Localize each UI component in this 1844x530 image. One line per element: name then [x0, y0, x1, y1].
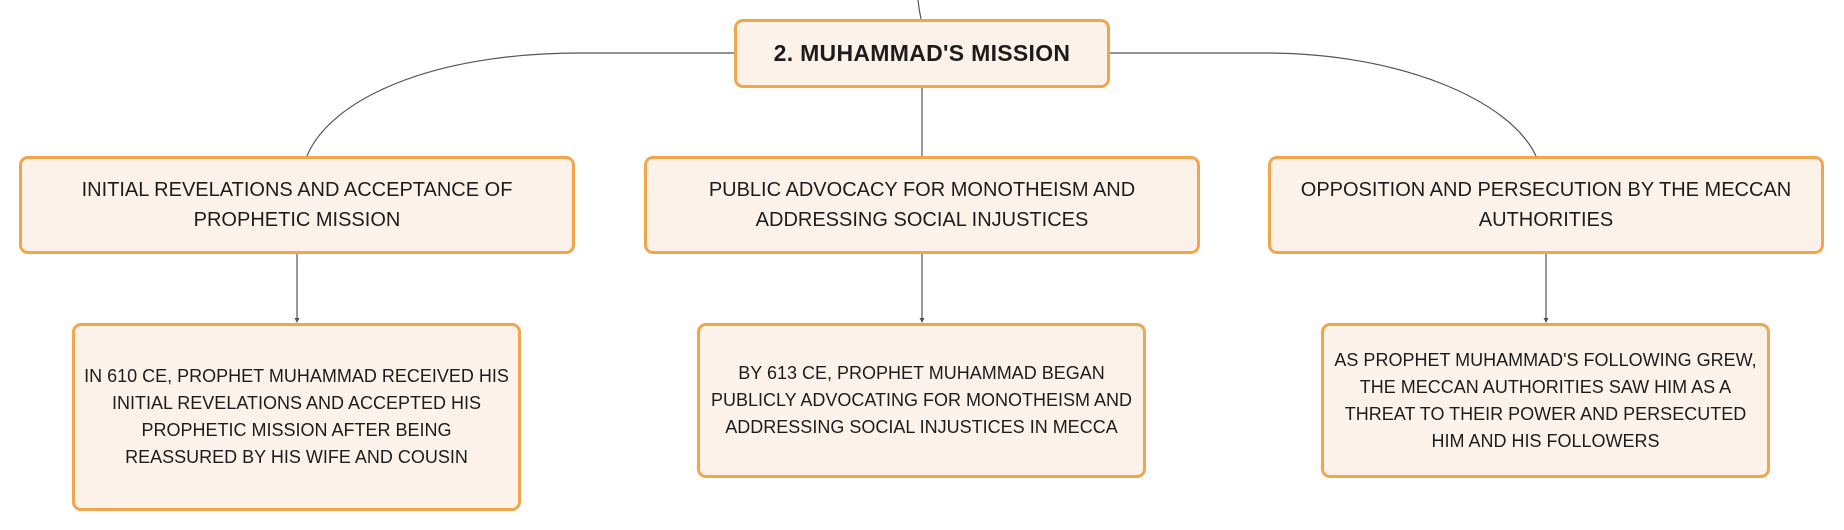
root-node[interactable] — [734, 19, 1110, 88]
detail-node-advocacy[interactable] — [697, 323, 1146, 478]
detail-text-advocacy: BY 613 CE, PROPHET MUHAMMAD BEGAN PUBLICLY ADVOCATING FOR MONOTHEISM AND ADDRESSING SOCIAL INJUSTICES IN MECCA — [710, 363, 1133, 437]
branch-node-revelations[interactable] — [19, 156, 575, 254]
branch-title-advocacy: PUBLIC ADVOCACY FOR MONOTHEISM AND ADDRESSING SOCIAL INJUSTICES — [708, 179, 1136, 231]
connector-parent-to-root — [918, 0, 921, 19]
detail-node-revelations[interactable] — [72, 323, 521, 511]
detail-text-revelations: IN 610 CE, PROPHET MUHAMMAD RECEIVED HIS INITIAL REVELATIONS AND ACCEPTED HIS PROPHETIC MISSION AFTER BEING REASSURED BY HIS WIFE AND COUSIN — [84, 366, 509, 467]
detail-node-opposition[interactable] — [1321, 323, 1770, 478]
root-title: 2. MUHAMMAD'S MISSION — [773, 40, 1071, 66]
branch-node-advocacy[interactable] — [644, 156, 1200, 254]
detail-text-opposition: AS PROPHET MUHAMMAD'S FOLLOWING GREW, THE MECCAN AUTHORITIES SAW HIM AS A THREAT TO THEIR POWER AND PERSECUTED HIM AND HIS FOLLOWERS — [1334, 349, 1757, 451]
connector-root-to-revelations — [307, 53, 734, 156]
connector-root-to-opposition — [1110, 53, 1536, 156]
branch-title-opposition: OPPOSITION AND PERSECUTION BY THE MECCAN AUTHORITIES — [1300, 179, 1792, 231]
branch-title-revelations: INITIAL REVELATIONS AND ACCEPTANCE OF PROPHETIC MISSION — [81, 179, 513, 231]
branch-node-opposition[interactable] — [1268, 156, 1824, 254]
